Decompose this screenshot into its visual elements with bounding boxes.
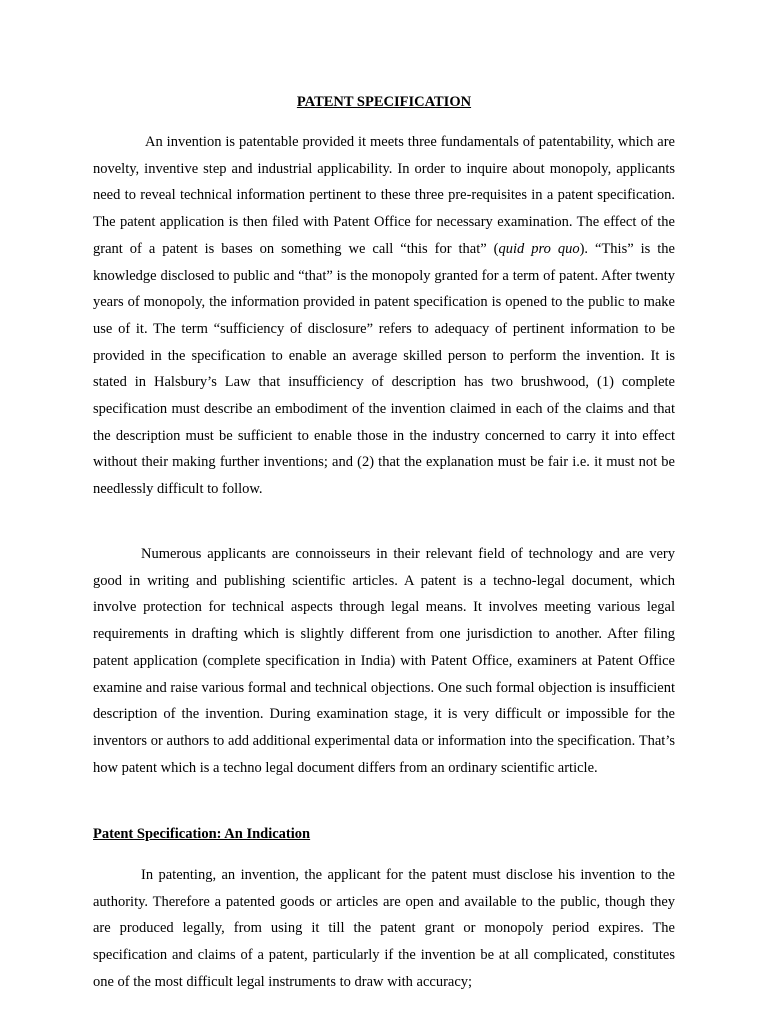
section-heading: Patent Specification: An Indication xyxy=(93,826,311,842)
paragraph-2: Numerous applicants are connoisseurs in their relevant field of technology and are very good in writing and publishing scientific articles. A patent is a techno-legal document, which involve protection for technical aspects through legal means. It involves meeting various legal requirements in drafting which is slightly different from one jurisdiction to another. After filing patent application (complete specification in India) with Patent Office, examiners at Patent Office examine and raise various formal and technical objections. One such formal objection is insufficient description of the invention. During examination stage, it is very difficult or impossible for the inventors or authors to add additional experimental data or information into the specification. That’s how patent which is a techno legal document differs from an ordinary scientific article. xyxy=(93,546,675,776)
paragraph-1-italic-term: quid pro quo xyxy=(498,240,580,257)
paragraph-1-text-a: An invention is patentable provided it meets three fundamentals of patentability, which are novelty, inventive step and industrial applicability. In order to inquire about monopoly, applicants need to reveal technical information pertinent to these three pre-requisites in a patent specification. The patent application is then filed with Patent Office for necessary examination. The effect of the grant of a patent is bases on something we call “this for that” ( xyxy=(93,134,675,257)
page-title: PATENT SPECIFICATION xyxy=(296,94,472,110)
paragraph-1-text-b: ). “This” is the knowledge disclosed to public and “that” is the monopoly granted for a term of patent. After twenty years of monopoly, the information provided in patent specification is opened to the public to make use of it. The term “sufficiency of disclosure” refers to adequacy of pertinent information to be provided in the specification to enable an average skilled person to perform the invention. It is stated in Halsbury’s Law that insufficiency of description has two brushwood, (1) complete specification must describe an embodiment of the invention claimed in each of the claims and that the description must be sufficient to enable those in the industry concerned to carry it into effect without their making further inventions; and (2) that the explanation must be fair i.e. it must not be needlessly difficult to follow. xyxy=(93,240,675,498)
paragraph-1 xyxy=(93,129,675,503)
paragraph-3: In patenting, an invention, the applicant for the patent must disclose his invention to the authority. Therefore a patented goods or articles are open and available to the public, though they are produced legally, from using it till the patent grant or monopoly period expires. The specification and claims of a patent, particularly if the invention be at all complicated, constitutes one of the most difficult legal instruments to draw with accuracy; xyxy=(93,867,675,990)
